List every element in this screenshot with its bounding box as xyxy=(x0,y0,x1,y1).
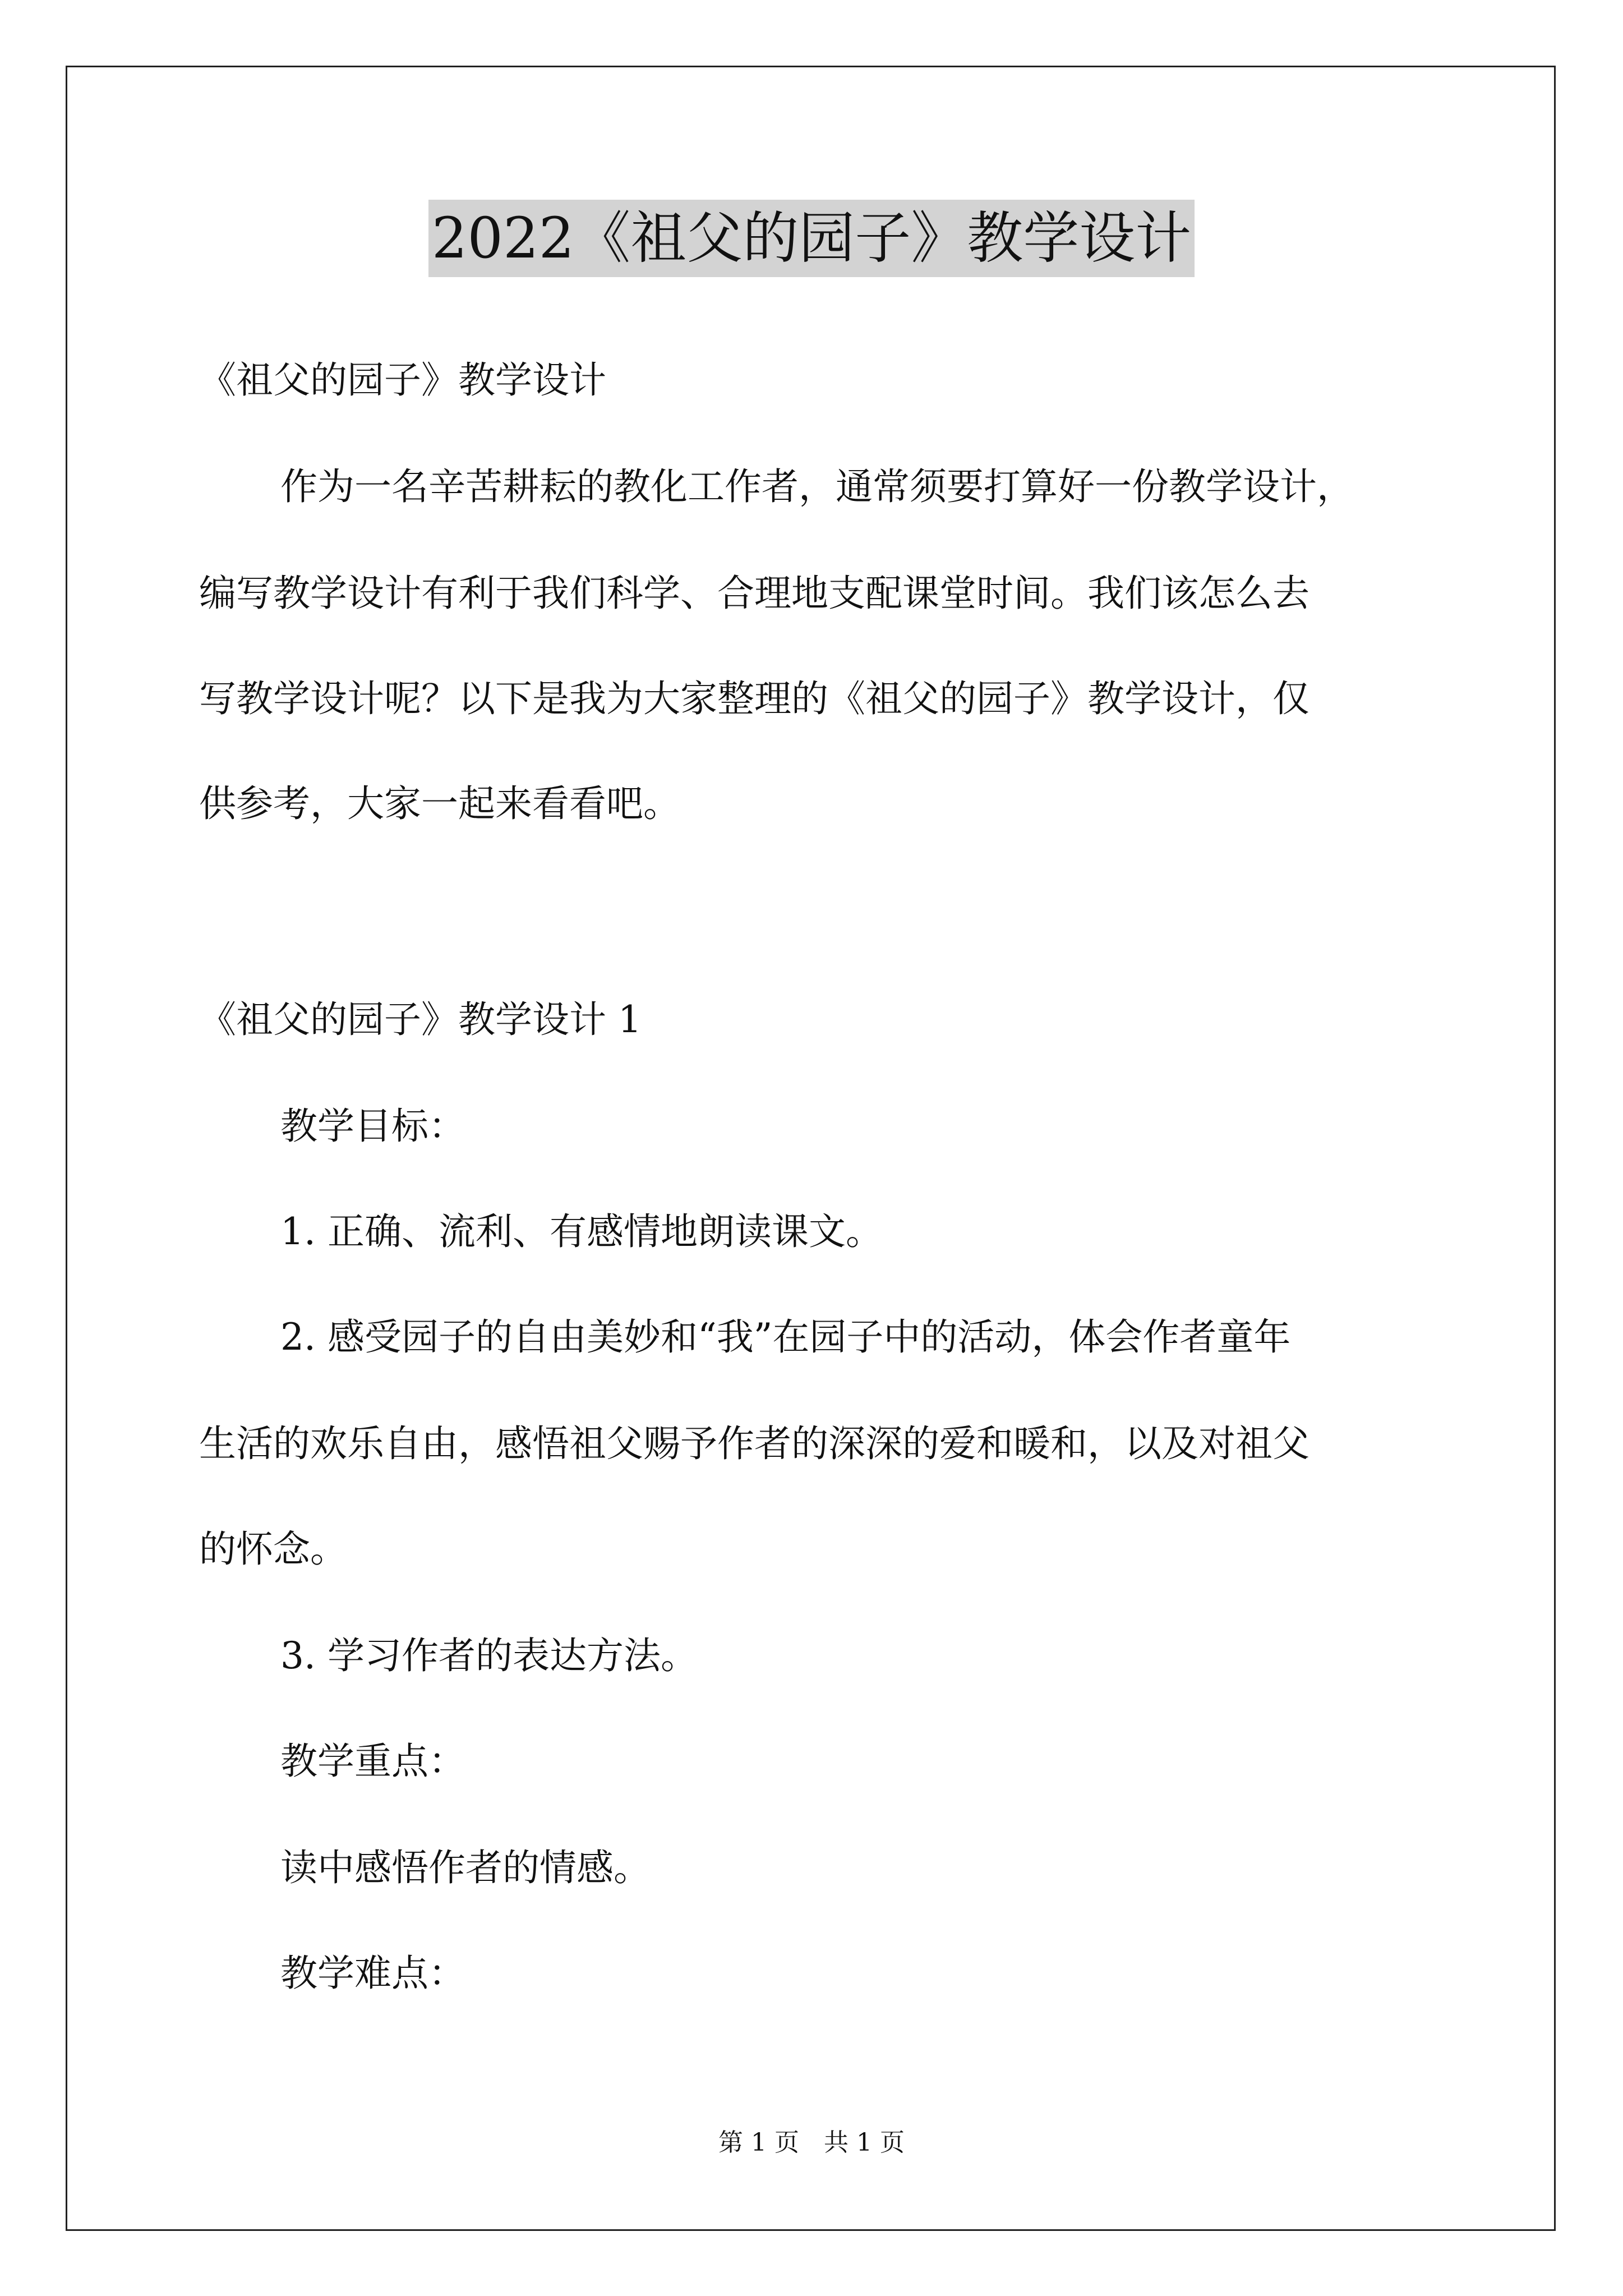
key-point: 读中感悟作者的情感。 xyxy=(280,1846,651,1889)
goal-2-line-2: 生活的欢乐自由，感悟祖父赐予作者的深深的爱和暖和，以及对祖父 xyxy=(199,1422,1310,1465)
difficulty-heading: 教学难点： xyxy=(280,1952,465,1995)
subtitle: 《祖父的园子》教学设计 xyxy=(199,358,606,402)
title-container xyxy=(0,200,1623,277)
document-title: 2022《祖父的园子》教学设计 xyxy=(428,200,1195,277)
intro-line-2: 编写教学设计有利于我们科学、合理地支配课堂时间。我们该怎么去 xyxy=(199,572,1310,615)
goal-3: 3. 学习作者的表达方法。 xyxy=(280,1634,698,1677)
goal-2-line-3: 的怀念。 xyxy=(199,1527,347,1571)
page-footer: 第 1 页 共 1 页 xyxy=(718,2128,905,2157)
intro-line-1: 作为一名辛苦耕耘的教化工作者，通常须要打算好一份教学设计， xyxy=(280,465,1354,508)
goal-2-line-1: 2. 感受园子的自由美妙和“我”在园子中的活动，体会作者童年 xyxy=(280,1315,1291,1359)
goals-heading: 教学目标： xyxy=(280,1105,465,1148)
goal-1: 1. 正确、流利、有感情地朗读课文。 xyxy=(280,1210,883,1253)
intro-line-4: 供参考，大家一起来看看吧。 xyxy=(199,782,680,825)
intro-line-3: 写教学设计呢？以下是我为大家整理的《祖父的园子》教学设计，仅 xyxy=(199,677,1310,720)
section-heading: 《祖父的园子》教学设计 1 xyxy=(199,998,642,1041)
key-heading: 教学重点： xyxy=(280,1740,465,1783)
